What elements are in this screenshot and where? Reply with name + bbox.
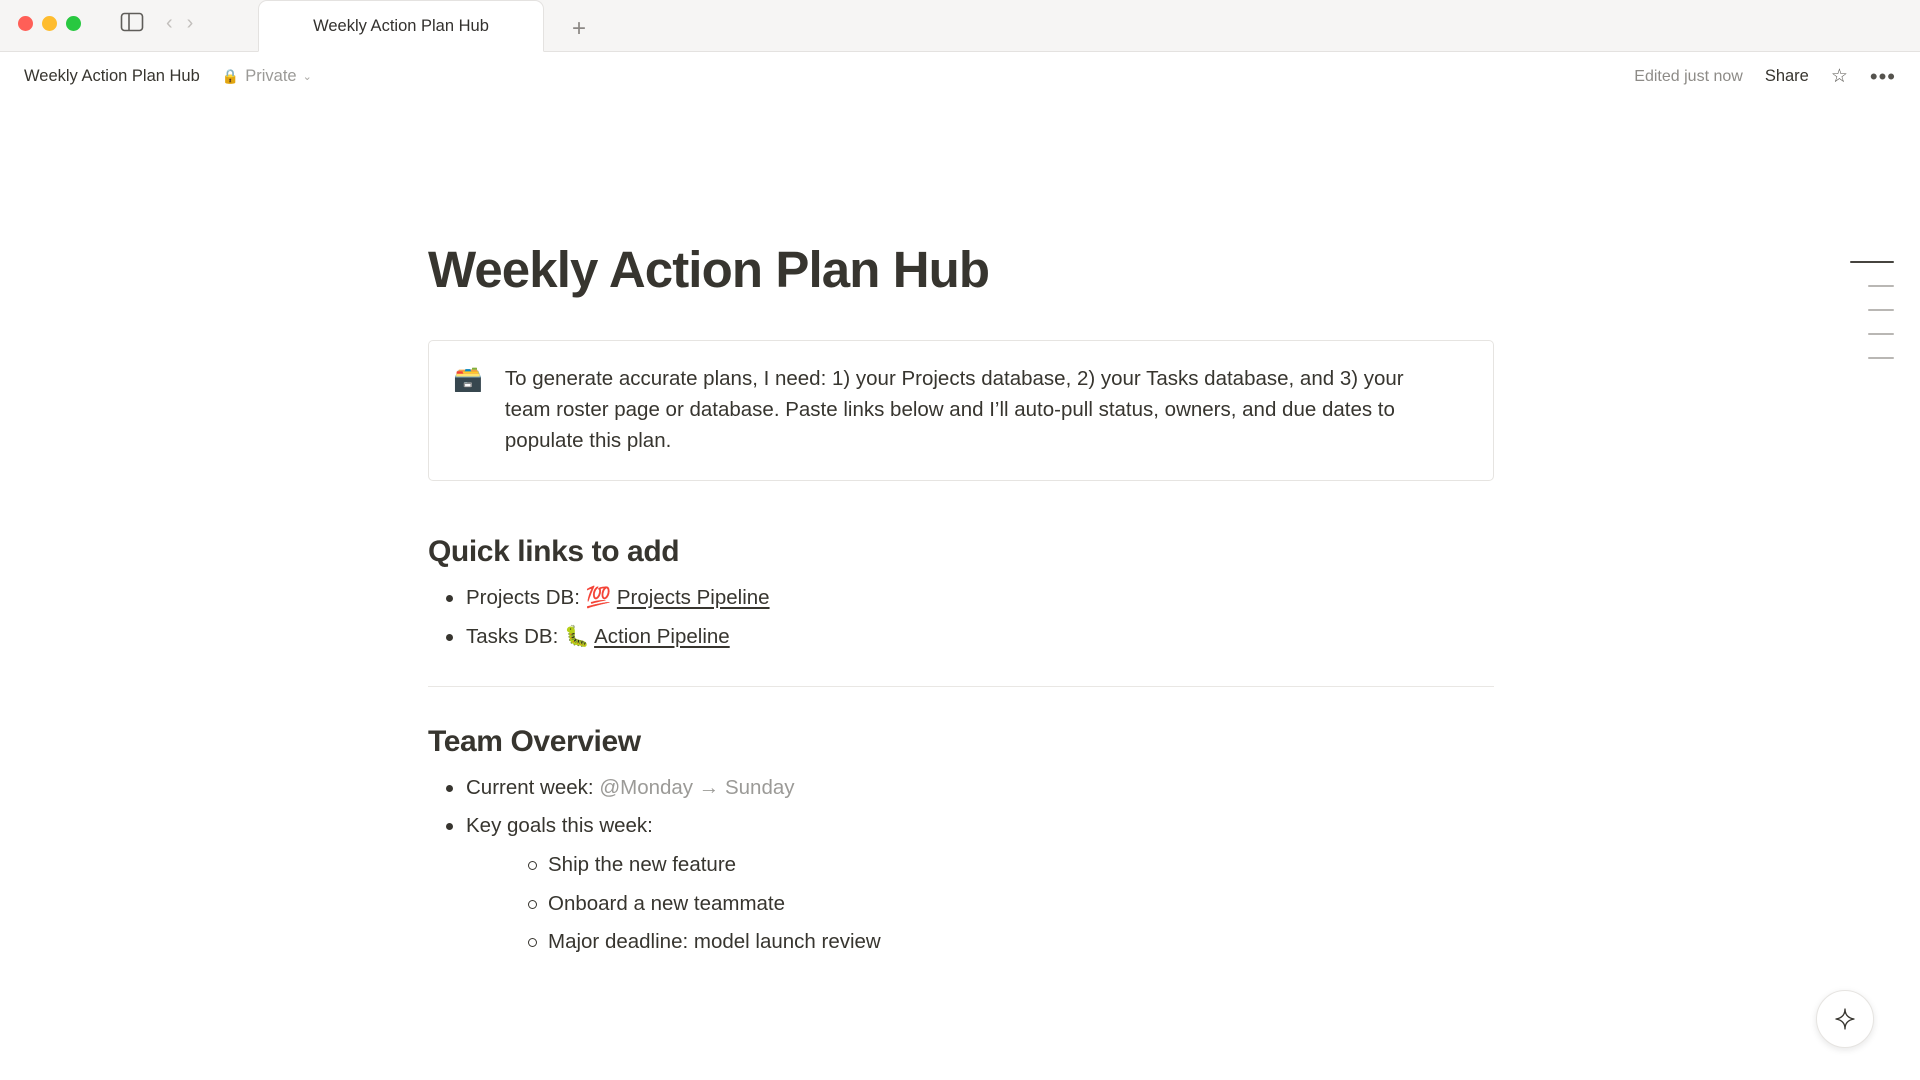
hundred-points-icon: 💯 (585, 586, 612, 610)
section-divider (428, 686, 1494, 687)
team-overview-list (428, 773, 1494, 958)
tab-label: Weekly Action Plan Hub (313, 16, 489, 35)
topbar-actions (1634, 63, 1896, 89)
outline-scroll-markers[interactable] (1850, 261, 1894, 359)
outline-marker[interactable] (1868, 357, 1894, 359)
callout-block (428, 340, 1494, 481)
list-item: Onboard a new teammate (510, 889, 1494, 919)
ai-assistant-button[interactable] (1816, 990, 1874, 1048)
card-box-icon: 🗃️ (453, 365, 483, 393)
new-tab-button[interactable]: + (571, 15, 586, 42)
arrow-glyph: → (693, 775, 725, 799)
back-arrow-icon[interactable]: ‹ (166, 12, 173, 34)
section-heading-quick-links: Quick links to add (428, 535, 680, 569)
key-goals-label: Key goals this week: (466, 814, 653, 838)
key-goals-sublist (510, 850, 1494, 957)
more-options-icon[interactable]: ••• (1869, 63, 1896, 89)
current-week-prefix: Current week: (466, 775, 600, 799)
tab-strip (258, 0, 592, 51)
navigation-arrows (166, 13, 193, 33)
maximize-window-button[interactable] (66, 16, 81, 31)
list-item-partial: Major deadline: model launch review (510, 927, 1494, 957)
section-heading-team-overview: Team Overview (428, 724, 641, 758)
outline-marker[interactable] (1868, 309, 1894, 311)
mention-monday[interactable]: @Monday (599, 775, 694, 799)
outline-marker[interactable] (1868, 333, 1894, 335)
list-item (428, 583, 1494, 613)
page-content (426, 101, 1494, 957)
tab-weekly-action-plan-hub[interactable] (258, 0, 544, 52)
link-projects-pipeline[interactable]: Projects Pipeline (616, 586, 770, 610)
outline-marker[interactable] (1868, 285, 1894, 287)
list-item (428, 622, 1494, 652)
minimize-window-button[interactable] (42, 16, 57, 31)
browser-chrome (0, 0, 1920, 52)
list-item-key-goals (428, 811, 1494, 957)
app-topbar (0, 52, 1920, 101)
page-title: Weekly Action Plan Hub (428, 241, 990, 298)
breadcrumb[interactable]: Weekly Action Plan Hub (24, 67, 200, 85)
window-controls (18, 16, 81, 31)
sidebar-toggle-icon[interactable] (120, 12, 144, 34)
privacy-label: Private (245, 67, 297, 85)
edited-status: Edited just now (1634, 67, 1743, 85)
link-action-pipeline[interactable]: Action Pipeline (594, 624, 730, 648)
privacy-selector[interactable] (222, 67, 312, 86)
callout-text: To generate accurate plans, I need: 1) your Projects database, 2) your Tasks database, and 3) your team roster page or database. Paste links below and I’ll auto-pull status, owners, and due dates to populate this plan. (504, 366, 1404, 452)
quick-links-list (428, 583, 1494, 651)
bug-icon: 🐛 (563, 624, 590, 648)
sparkle-icon (1832, 1006, 1858, 1032)
forward-arrow-icon[interactable]: › (186, 12, 194, 34)
list-item-current-week (428, 773, 1494, 803)
chevron-down-icon: ⌄ (302, 71, 312, 83)
share-button[interactable]: Share (1764, 67, 1809, 85)
close-window-button[interactable] (18, 16, 33, 31)
favorite-star-icon[interactable]: ☆ (1830, 66, 1848, 87)
list-item-prefix: Tasks DB: (466, 624, 564, 648)
list-item-prefix: Projects DB: (466, 586, 586, 610)
lock-icon: 🔒 (221, 68, 240, 84)
current-week-end: Sunday (724, 775, 795, 799)
list-item: Ship the new feature (510, 850, 1494, 880)
page-scroll-area (0, 101, 1920, 1080)
outline-marker[interactable] (1850, 261, 1894, 263)
